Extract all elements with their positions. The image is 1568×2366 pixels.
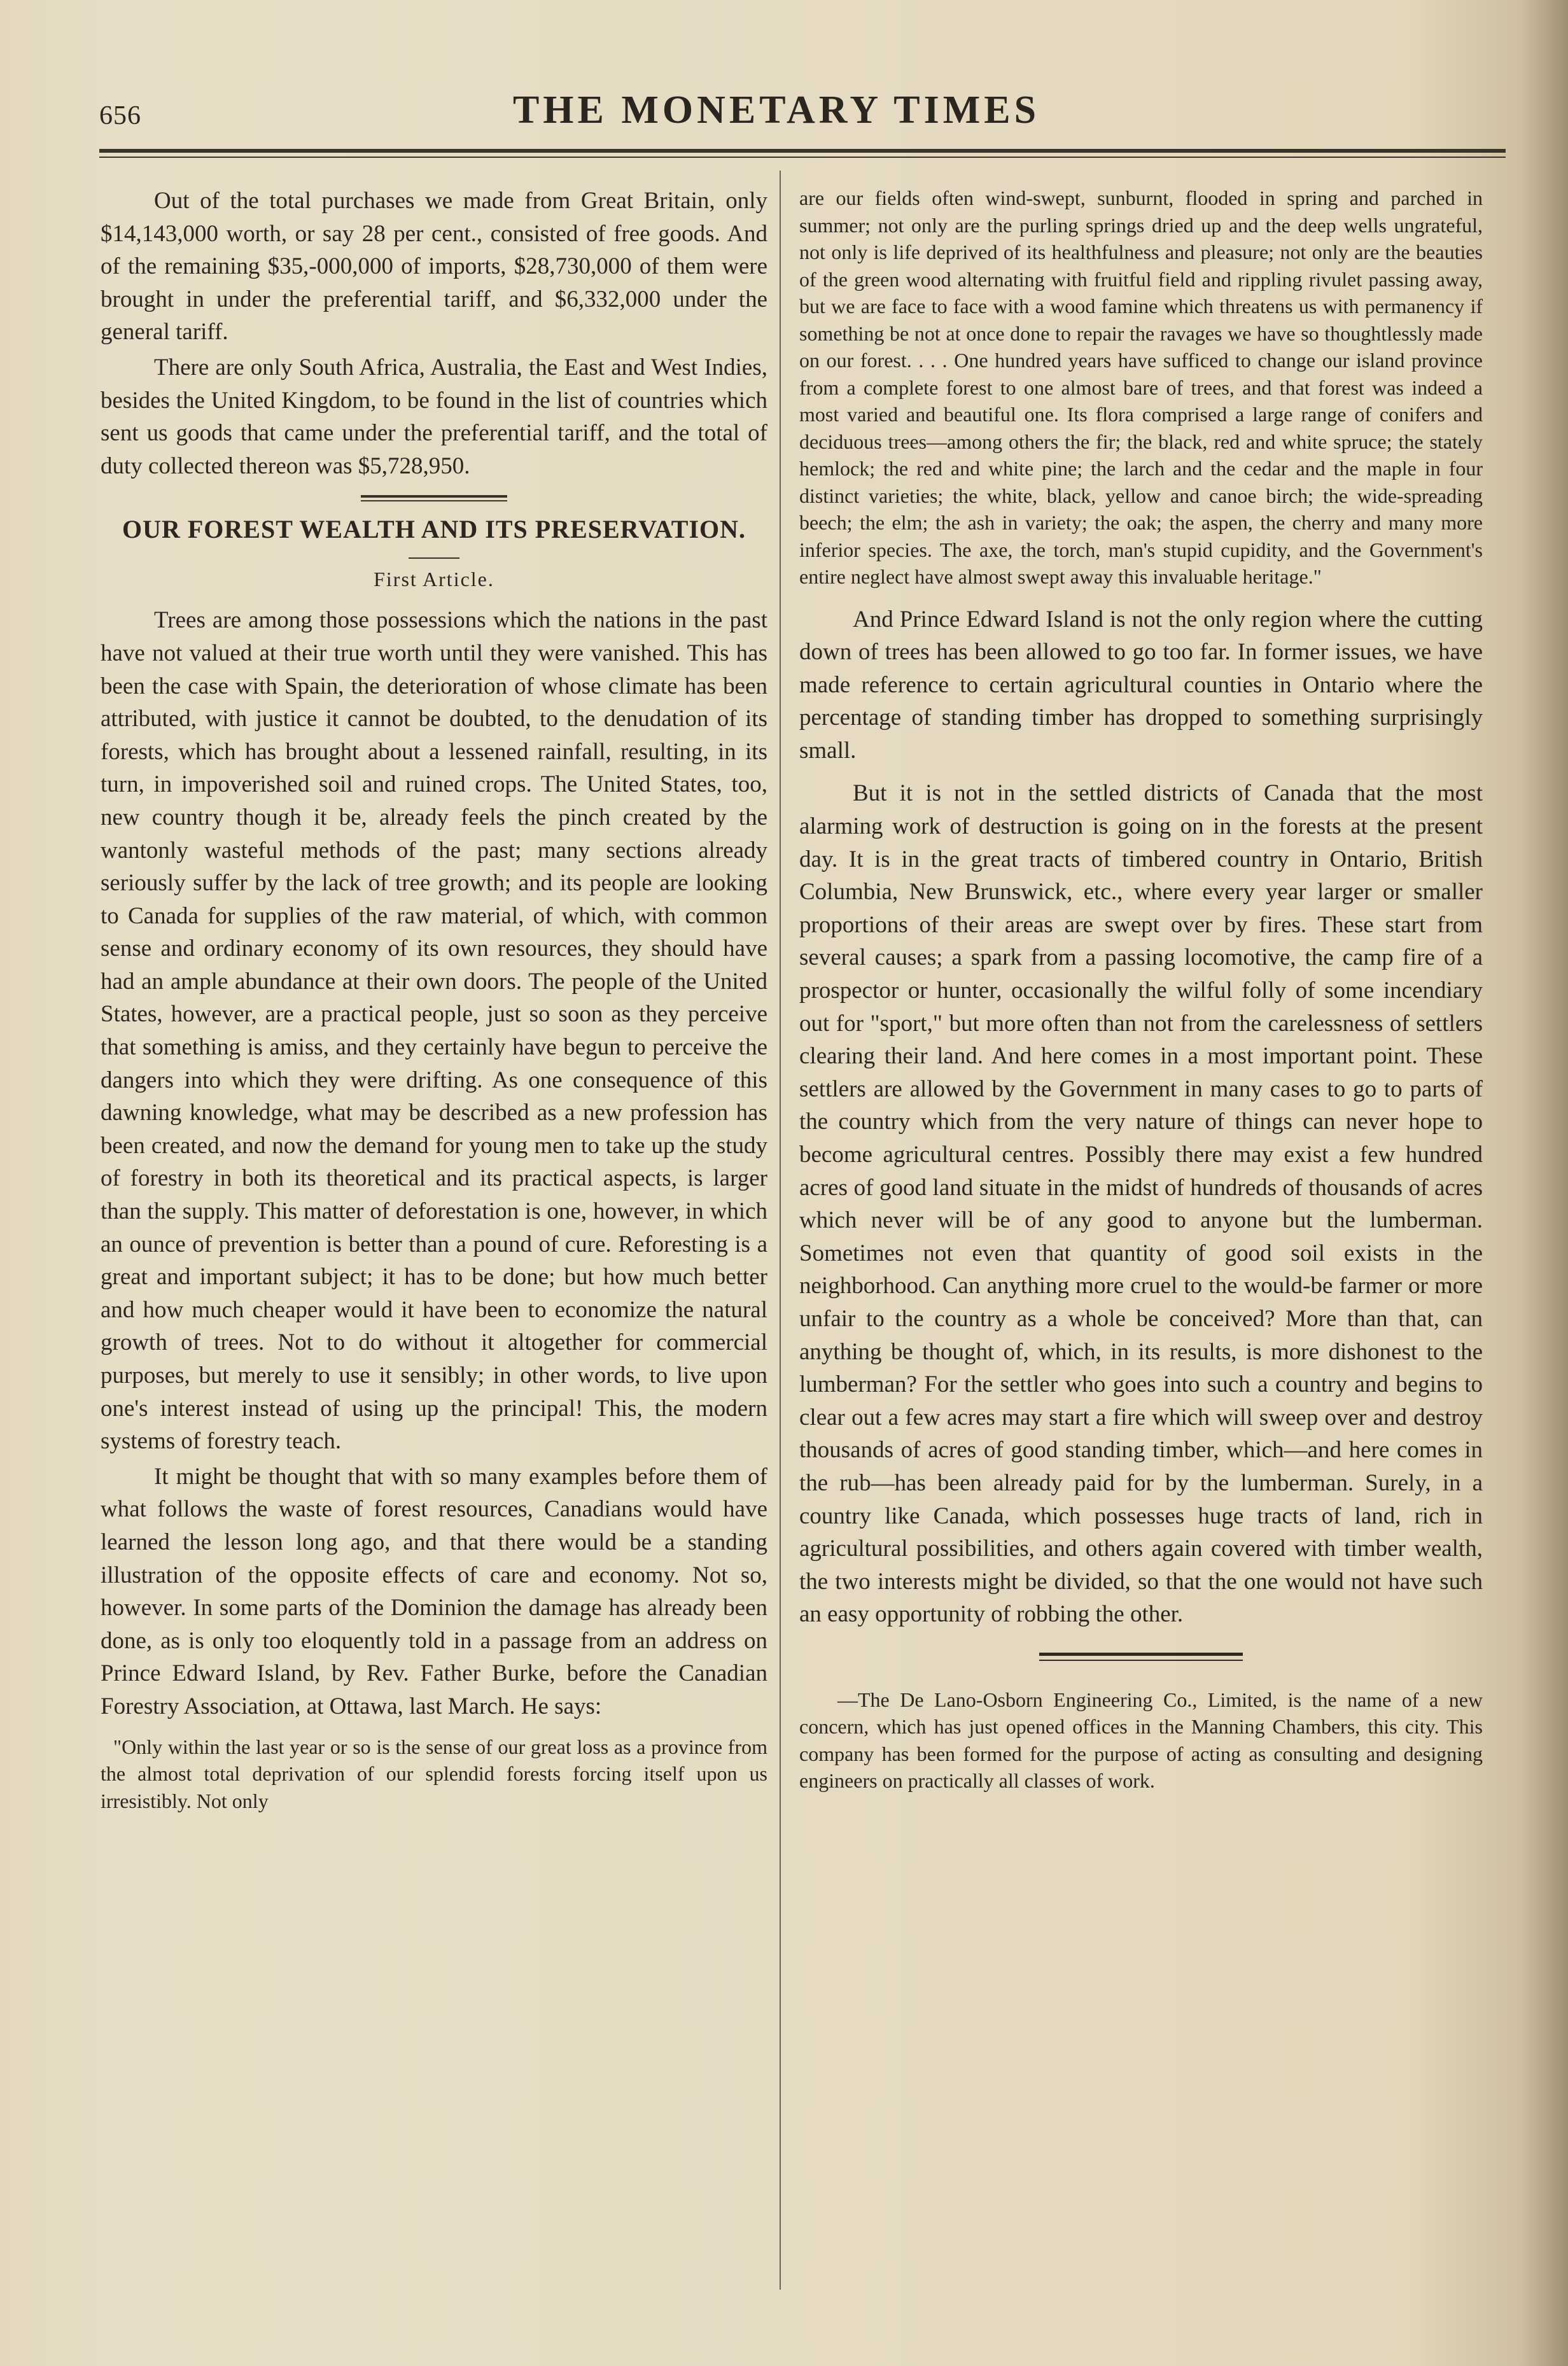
quote-start: "Only within the last year or so is the sense of our great loss as a province from the almost total deprivation of our splendid forests forcing itself upon us irresistibly. Not only: [101, 1735, 767, 1812]
left-column: [101, 185, 767, 1814]
article-paragraph: It might be thought that with so many examples before them of what follows the waste of forest resources, Canadians would have learned the lesson long ago, and that there would be a standing illustration of the opposite effects of care and economy. Not so, however. In some parts of the Dominion the damage has already been done, as is only too eloquently told in a passage from an address on Prince Edward Island, by Rev. Father Burke, before the Canadian Forestry Association, at Ottawa, last March. He says:: [101, 1463, 767, 1719]
right-column: [799, 185, 1483, 1795]
header-rule-thick: [99, 149, 1506, 153]
column-divider: [780, 171, 781, 2290]
news-note: —The De Lano-Osborn Engineering Co., Limited, is the name of a new concern, which has just opened offices in the Manning Chambers, this city. This company has been formed for the purpose of acting as consulting and designing engineers on practically all classes of work.: [799, 1688, 1483, 1793]
header-rule-thin: [99, 157, 1506, 158]
intro-paragraph: There are only South Africa, Australia, the East and West Indies, besides the United Kingdom, to be found in the list of countries which sent us goods that came under the preferential tariff, and the total of duty collected thereon was $5,728,950.: [101, 354, 767, 479]
article-title: OUR FOREST WEALTH AND ITS PRESERVATION.: [122, 515, 746, 544]
article-paragraph: Trees are among those possessions which the nations in the past have not valued at their true worth until they were vanished. This has been the case with Spain, the deterioration of whose climate has been attributed, with justice it cannot be doubted, to the denudation of its forests, which has brought about a lessened rainfall, resulting, in its turn, in impoverished soil and ruined crops. The United States, too, new country though it be, already feels the pinch created by the wantonly wasteful methods of the past; many sections already seriously suffer by the lack of tree growth; and its people are looking to Canada for supplies of the raw material, of which, with common sense and ordinary economy of its own resources, they should have had an ample abundance at their own doors. The people of the United States, however, are a practical people, just so soon as they perceive that something is amiss, and they certainly have begun to perceive the dangers into which they were drifting. As one consequence of this dawning knowledge, what may be described as a new profession has been created, and now the demand for young men to take up the study of forestry in both its theoretical and its practical aspects, is larger than the supply. This matter of deforestation is one, however, in which an ounce of prevention is better than a pound of cure. Reforesting is a great and important subject; it has to be done; but how much better and how much cheaper would it have been to economize the natural growth of trees. Not to do without it altogether for commercial purposes, but merely to use it sensibly; in other words, to live upon one's interest instead of using up the principal! This, the modern systems of forestry teach.: [101, 607, 767, 1455]
masthead-title: THE MONETARY TIMES: [512, 88, 1040, 132]
article-paragraph: And Prince Edward Island is not the only region where the cutting down of trees has been allowed to go too far. In former issues, we have made reference to certain agricultural counties in Ontario where the percentage of standing timber has dropped to something surprisingly small.: [799, 606, 1483, 764]
intro-paragraph: Out of the total purchases we made from Great Britain, only $14,143,000 worth, or say 28 per cent., consisted of free goods. And of the remaining $35,-000,000 of imports, $28,730,000 of them were brought in under the preferential tariff, and $6,332,000 under the general tariff.: [101, 188, 767, 346]
section-rule-thin: [361, 500, 507, 501]
article-paragraph: But it is not in the settled districts of Canada that the most alarming work of destruction is going on in the forests at the present day. It is in the great tracts of timbered country in Ontario, British Columbia, New Brunswick, etc., where every year larger or smaller proportions of their areas are swept over by fires. These start from several causes; a spark from a passing locomotive, the camp fire of a prospector or hunter, occasionally the wilful folly of some incendiary out for "sport," but more often than not from the carelessness of settlers clearing their land. And here comes in a most important point. These settlers are allowed by the Government in many cases to go to parts of the country which from the very nature of things can never hope to become agricultural centres. Possibly there may exist a few hundred acres of good land situate in the midst of hundreds of thousands of acres which never will be of any good to anyone but the lumberman. Sometimes not even that quantity of good soil exists in the neighborhood. Can anything more cruel to the would-be farmer or more unfair to the country as a whole be conceived? More than that, can anything be thought of, which, in its results, is more dishonest to the lumberman? For the settler who goes into such a country and begins to clear out a few acres may start a fire which will sweep over and destroy thousands of acres of good standing timber, which—and here comes in the rub—has been already paid for by the lumberman. Surely, in a country like Canada, which possesses huge tracts of land, rich in agricultural possibilities, and others again covered with timber wealth, the two interests might be divided, so that the one would not have such an easy opportunity of robbing the other.: [799, 780, 1483, 1628]
article-subtitle: First Article.: [374, 568, 494, 591]
section-rule: [361, 495, 507, 498]
quote-continuation: are our fields often wind-swept, sunburnt, flooded in spring and parched in summer; not only are the purling springs dried up and the deep wells ungrateful, not only is life deprived of its healthfulness and pleasure; not only are the beauties of the green wood alternating with fruitful field and rippling rivulet passing away, but we are face to face with a wood famine which threatens us with permanency if something be not at once done to repair the ravages we have so thoughtlessly made on our forest. . . . One hundred years have sufficed to change our island province from a complete forest to one almost bare of trees, and that forest was indeed a most varied and beautiful one. Its flora comprised a large range of conifers and deciduous trees—among others the fir; the black, red and white spruce; the stately hemlock; the red and white pine; the larch and the cedar and the maple in four distinct varieties; the white, black, yellow and canoe birch; the wide-spreading beech; the elm; the ash in variety; the oak; the aspen, the cherry and many more inferior species. The axe, the torch, man's stupid cupidity, and the Government's entire neglect have almost swept away this invaluable heritage.": [799, 186, 1483, 588]
page-number: 656: [99, 101, 141, 130]
end-rule-thick: [1039, 1653, 1243, 1656]
title-rule: [409, 557, 459, 559]
